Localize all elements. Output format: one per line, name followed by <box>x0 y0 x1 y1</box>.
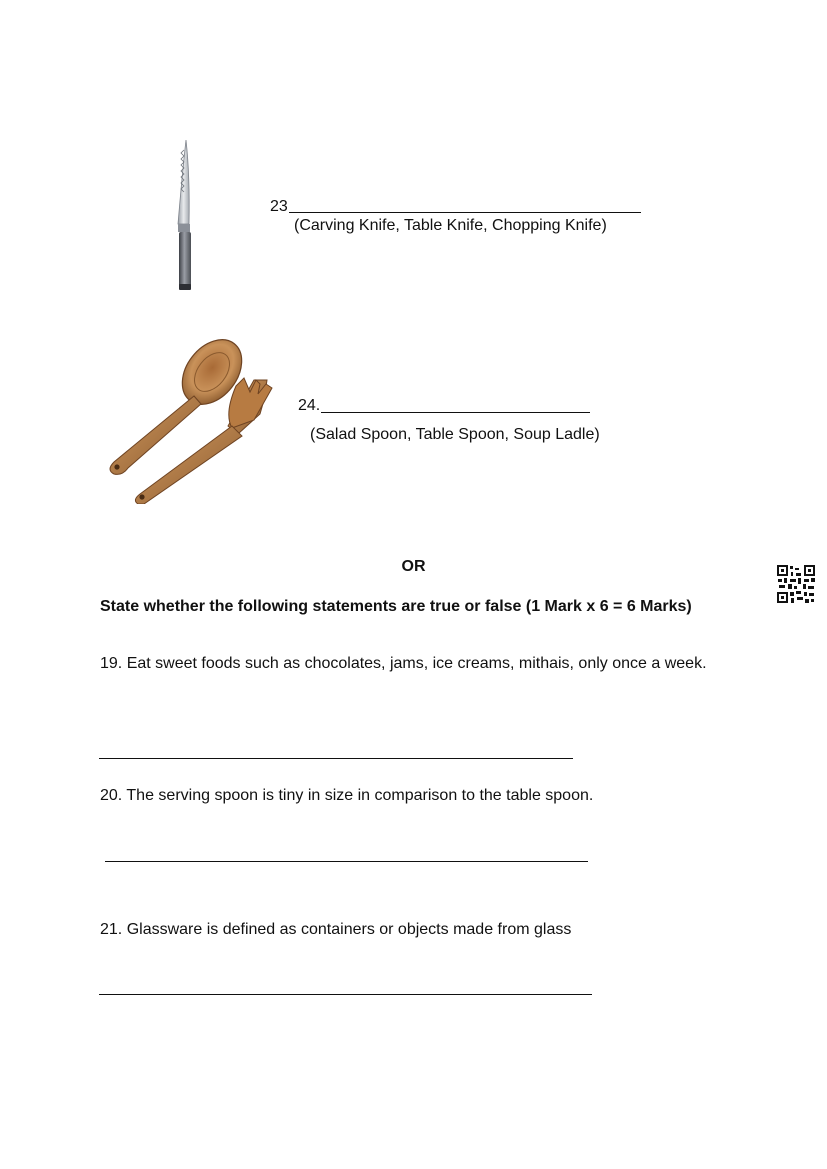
statement-21: 21. Glassware is defined as containers or objects made from glass <box>100 921 572 938</box>
statement-19: 19. Eat sweet foods such as chocolates, jams, ice creams, mithais, only once a week. <box>100 655 707 672</box>
statement-21-answer-line[interactable] <box>99 994 592 995</box>
qr-code <box>776 564 816 604</box>
statement-20: 20. The serving spoon is tiny in size in comparison to the table spoon. <box>100 787 594 804</box>
statement-20-answer-line[interactable] <box>105 861 588 862</box>
qr-code-icon <box>776 564 816 604</box>
question-24-options: (Salad Spoon, Table Spoon, Soup Ladle) <box>310 426 600 443</box>
question-24-number: 24. <box>298 397 321 414</box>
or-divider-label: OR <box>401 558 426 575</box>
knife-image <box>160 136 206 296</box>
section-heading: State whether the following statements are true or false (1 Mark x 6 = 6 Marks) <box>100 598 692 615</box>
steak-knife-icon <box>160 136 206 296</box>
question-23-options: (Carving Knife, Table Knife, Chopping Knife) <box>294 217 607 234</box>
spoons-image <box>104 334 284 504</box>
question-23-number: 23 <box>270 198 288 215</box>
statement-19-answer-line[interactable] <box>99 758 573 759</box>
question-24-answer-line[interactable] <box>321 412 590 413</box>
wooden-salad-servers-icon <box>104 334 284 504</box>
